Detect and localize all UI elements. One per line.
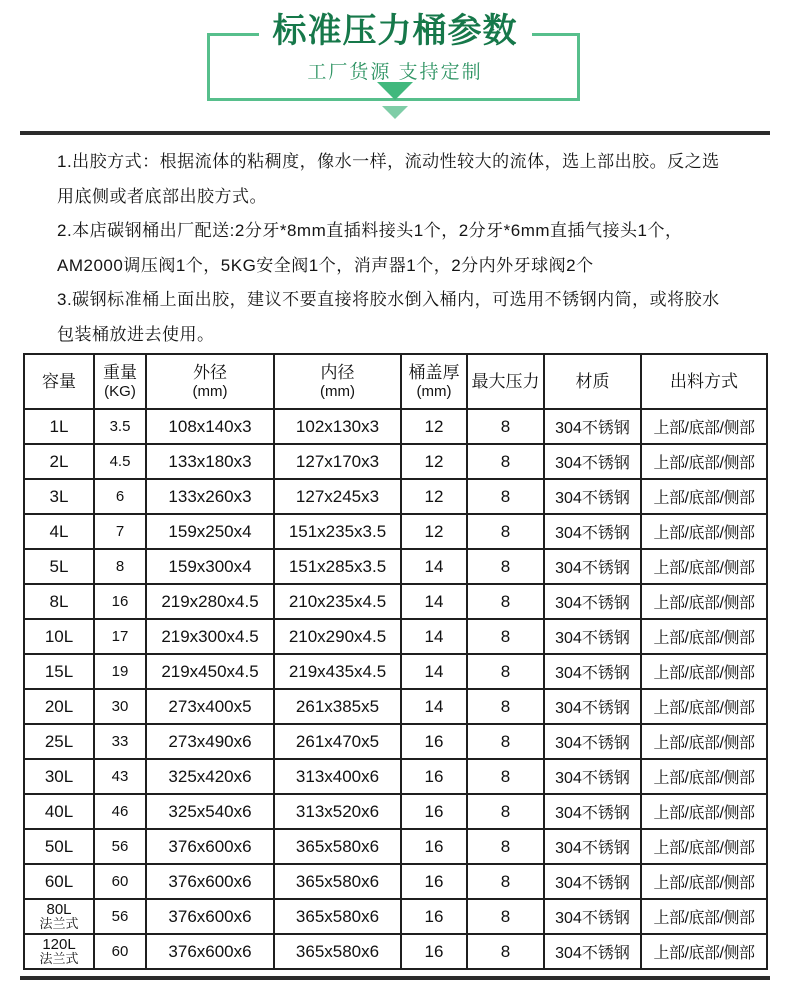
capacity-cell: 8L: [24, 584, 94, 619]
discharge-cell: 上部/底部/侧部: [641, 549, 767, 584]
outer-cell: 219x300x4.5: [146, 619, 274, 654]
page-subtitle: 工厂货源 支持定制: [307, 62, 483, 83]
lid-cell: 16: [401, 829, 467, 864]
pressure-cell: 8: [467, 829, 544, 864]
discharge-cell: 上部/底部/侧部: [641, 724, 767, 759]
weight-cell: 7: [94, 514, 146, 549]
capacity-cell: 2L: [24, 444, 94, 479]
inner-cell: 151x285x3.5: [274, 549, 401, 584]
outer-cell: 108x140x3: [146, 409, 274, 444]
table-row: [24, 444, 767, 479]
inner-cell: 365x580x6: [274, 864, 401, 899]
capacity-cell: 30L: [24, 759, 94, 794]
down-triangle-icon: [377, 82, 413, 100]
pressure-cell: 8: [467, 409, 544, 444]
capacity-cell: 60L: [24, 864, 94, 899]
capacity-cell: 15L: [24, 654, 94, 689]
capacity-cell: 3L: [24, 479, 94, 514]
table-row: [24, 794, 767, 829]
header-outer-diameter: 外径 (mm): [146, 354, 274, 409]
top-divider: [20, 131, 770, 135]
outer-cell: 159x250x4: [146, 514, 274, 549]
weight-cell: 60: [94, 934, 146, 969]
table-row: [24, 724, 767, 759]
capacity-cell: 25L: [24, 724, 94, 759]
material-cell: 304不锈钢: [544, 899, 641, 934]
table-row: [24, 549, 767, 584]
pressure-cell: 8: [467, 864, 544, 899]
table-row: [24, 479, 767, 514]
outer-cell: 376x600x6: [146, 934, 274, 969]
inner-cell: 210x235x4.5: [274, 584, 401, 619]
inner-cell: 313x400x6: [274, 759, 401, 794]
weight-cell: 16: [94, 584, 146, 619]
table-row: [24, 759, 767, 794]
weight-cell: 6: [94, 479, 146, 514]
inner-cell: 127x245x3: [274, 479, 401, 514]
outer-cell: 376x600x6: [146, 829, 274, 864]
table-row: [24, 689, 767, 724]
inner-cell: 365x580x6: [274, 934, 401, 969]
material-cell: 304不锈钢: [544, 619, 641, 654]
weight-cell: 3.5: [94, 409, 146, 444]
inner-cell: 261x470x5: [274, 724, 401, 759]
material-cell: 304不锈钢: [544, 444, 641, 479]
material-cell: 304不锈钢: [544, 794, 641, 829]
discharge-cell: 上部/底部/侧部: [641, 584, 767, 619]
discharge-cell: 上部/底部/侧部: [641, 654, 767, 689]
lid-cell: 12: [401, 514, 467, 549]
table-row: [24, 934, 767, 969]
discharge-cell: 上部/底部/侧部: [641, 619, 767, 654]
page-title: 标准压力桶参数: [259, 12, 532, 50]
table-header-row: [24, 354, 767, 409]
inner-cell: 151x235x3.5: [274, 514, 401, 549]
notes-block: [57, 145, 757, 352]
inner-cell: 365x580x6: [274, 829, 401, 864]
header-capacity: 容量: [24, 354, 94, 409]
bottom-divider: [20, 976, 770, 980]
lid-cell: 12: [401, 409, 467, 444]
pressure-cell: 8: [467, 724, 544, 759]
header-material: 材质: [544, 354, 641, 409]
header-inner-diameter: 内径 (mm): [274, 354, 401, 409]
capacity-cell: 20L: [24, 689, 94, 724]
header-max-pressure: 最大压力: [467, 354, 544, 409]
inner-cell: 261x385x5: [274, 689, 401, 724]
lid-cell: 12: [401, 479, 467, 514]
discharge-cell: 上部/底部/侧部: [641, 444, 767, 479]
discharge-cell: 上部/底部/侧部: [641, 899, 767, 934]
table-row: [24, 829, 767, 864]
table-row: [24, 654, 767, 689]
weight-cell: 33: [94, 724, 146, 759]
pressure-cell: 8: [467, 619, 544, 654]
lid-cell: 14: [401, 584, 467, 619]
weight-cell: 30: [94, 689, 146, 724]
capacity-cell: 40L: [24, 794, 94, 829]
table-row: [24, 899, 767, 934]
material-cell: 304不锈钢: [544, 724, 641, 759]
lid-cell: 12: [401, 444, 467, 479]
inner-cell: 210x290x4.5: [274, 619, 401, 654]
spec-table-wrap: [23, 353, 768, 970]
capacity-cell: [24, 934, 94, 969]
capacity-cell: 10L: [24, 619, 94, 654]
note-line: 1.出胶方式：根据流体的粘稠度，像水一样，流动性较大的流体，选上部出胶。反之选: [57, 152, 720, 171]
note-line: 2.本店碳钢桶出厂配送:2分牙*8mm直插料接头1个，2分牙*6mm直插气接头1个，: [57, 221, 683, 240]
capacity-sub: 法兰式: [39, 916, 79, 931]
outer-cell: 325x420x6: [146, 759, 274, 794]
material-cell: 304不锈钢: [544, 514, 641, 549]
weight-cell: 56: [94, 899, 146, 934]
note-line: 用底侧或者底部出胶方式。: [57, 186, 267, 206]
pressure-cell: 8: [467, 654, 544, 689]
header-lid-thickness: 桶盖厚 (mm): [401, 354, 467, 409]
discharge-cell: 上部/底部/侧部: [641, 934, 767, 969]
capacity-cell: 4L: [24, 514, 94, 549]
capacity-cell: 5L: [24, 549, 94, 584]
pressure-cell: 8: [467, 899, 544, 934]
lid-cell: 14: [401, 689, 467, 724]
capacity-cell: [24, 899, 94, 934]
weight-cell: 56: [94, 829, 146, 864]
lid-cell: 16: [401, 934, 467, 969]
material-cell: 304不锈钢: [544, 864, 641, 899]
material-cell: 304不锈钢: [544, 584, 641, 619]
weight-cell: 43: [94, 759, 146, 794]
note-line: 包装桶放进去使用。: [57, 324, 215, 344]
material-cell: 304不锈钢: [544, 549, 641, 584]
lid-cell: 16: [401, 899, 467, 934]
pressure-cell: 8: [467, 584, 544, 619]
discharge-cell: 上部/底部/侧部: [641, 759, 767, 794]
capacity-sub: 法兰式: [39, 951, 79, 966]
table-row: [24, 864, 767, 899]
note-line: AM2000调压阀1个，5KG安全阀1个，消声器1个，2分内外牙球阀2个: [57, 255, 594, 275]
material-cell: 304不锈钢: [544, 759, 641, 794]
weight-cell: 19: [94, 654, 146, 689]
discharge-cell: 上部/底部/侧部: [641, 864, 767, 899]
discharge-cell: 上部/底部/侧部: [641, 514, 767, 549]
discharge-cell: 上部/底部/侧部: [641, 794, 767, 829]
discharge-cell: 上部/底部/侧部: [641, 409, 767, 444]
material-cell: 304不锈钢: [544, 689, 641, 724]
spec-table: [23, 353, 768, 970]
pressure-cell: 8: [467, 689, 544, 724]
outer-cell: 219x450x4.5: [146, 654, 274, 689]
pressure-cell: 8: [467, 934, 544, 969]
page-title-row: [0, 12, 790, 50]
outer-cell: 376x600x6: [146, 864, 274, 899]
table-row: [24, 514, 767, 549]
lid-cell: 14: [401, 619, 467, 654]
outer-cell: 133x260x3: [146, 479, 274, 514]
pressure-cell: 8: [467, 794, 544, 829]
inner-cell: 102x130x3: [274, 409, 401, 444]
table-row: [24, 409, 767, 444]
material-cell: 304不锈钢: [544, 829, 641, 864]
table-row: [24, 584, 767, 619]
capacity-cell: 1L: [24, 409, 94, 444]
outer-cell: 133x180x3: [146, 444, 274, 479]
down-triangle-small-icon: [382, 106, 408, 119]
weight-cell: 8: [94, 549, 146, 584]
outer-cell: 159x300x4: [146, 549, 274, 584]
inner-cell: 127x170x3: [274, 444, 401, 479]
material-cell: 304不锈钢: [544, 479, 641, 514]
weight-cell: 17: [94, 619, 146, 654]
pressure-cell: 8: [467, 514, 544, 549]
pressure-cell: 8: [467, 759, 544, 794]
discharge-cell: 上部/底部/侧部: [641, 829, 767, 864]
pressure-cell: 8: [467, 549, 544, 584]
capacity-main: 80L: [46, 901, 72, 918]
outer-cell: 273x490x6: [146, 724, 274, 759]
material-cell: 304不锈钢: [544, 409, 641, 444]
outer-cell: 273x400x5: [146, 689, 274, 724]
lid-cell: 16: [401, 759, 467, 794]
inner-cell: 313x520x6: [274, 794, 401, 829]
page-subtitle-row: [0, 57, 790, 84]
outer-cell: 325x540x6: [146, 794, 274, 829]
lid-cell: 16: [401, 794, 467, 829]
header-weight: 重量 (KG): [94, 354, 146, 409]
outer-cell: 376x600x6: [146, 899, 274, 934]
discharge-cell: 上部/底部/侧部: [641, 689, 767, 724]
weight-cell: 46: [94, 794, 146, 829]
lid-cell: 16: [401, 724, 467, 759]
material-cell: 304不锈钢: [544, 654, 641, 689]
weight-cell: 4.5: [94, 444, 146, 479]
inner-cell: 365x580x6: [274, 899, 401, 934]
capacity-cell: 50L: [24, 829, 94, 864]
material-cell: 304不锈钢: [544, 934, 641, 969]
lid-cell: 14: [401, 549, 467, 584]
outer-cell: 219x280x4.5: [146, 584, 274, 619]
capacity-main: 120L: [42, 936, 76, 953]
inner-cell: 219x435x4.5: [274, 654, 401, 689]
table-row: [24, 619, 767, 654]
discharge-cell: 上部/底部/侧部: [641, 479, 767, 514]
header-discharge-method: 出料方式: [641, 354, 767, 409]
lid-cell: 14: [401, 654, 467, 689]
pressure-cell: 8: [467, 479, 544, 514]
lid-cell: 16: [401, 864, 467, 899]
pressure-cell: 8: [467, 444, 544, 479]
note-line: 3.碳钢标准桶上面出胶，建议不要直接将胶水倒入桶内，可选用不锈钢内筒，或将胶水: [57, 290, 720, 309]
weight-cell: 60: [94, 864, 146, 899]
